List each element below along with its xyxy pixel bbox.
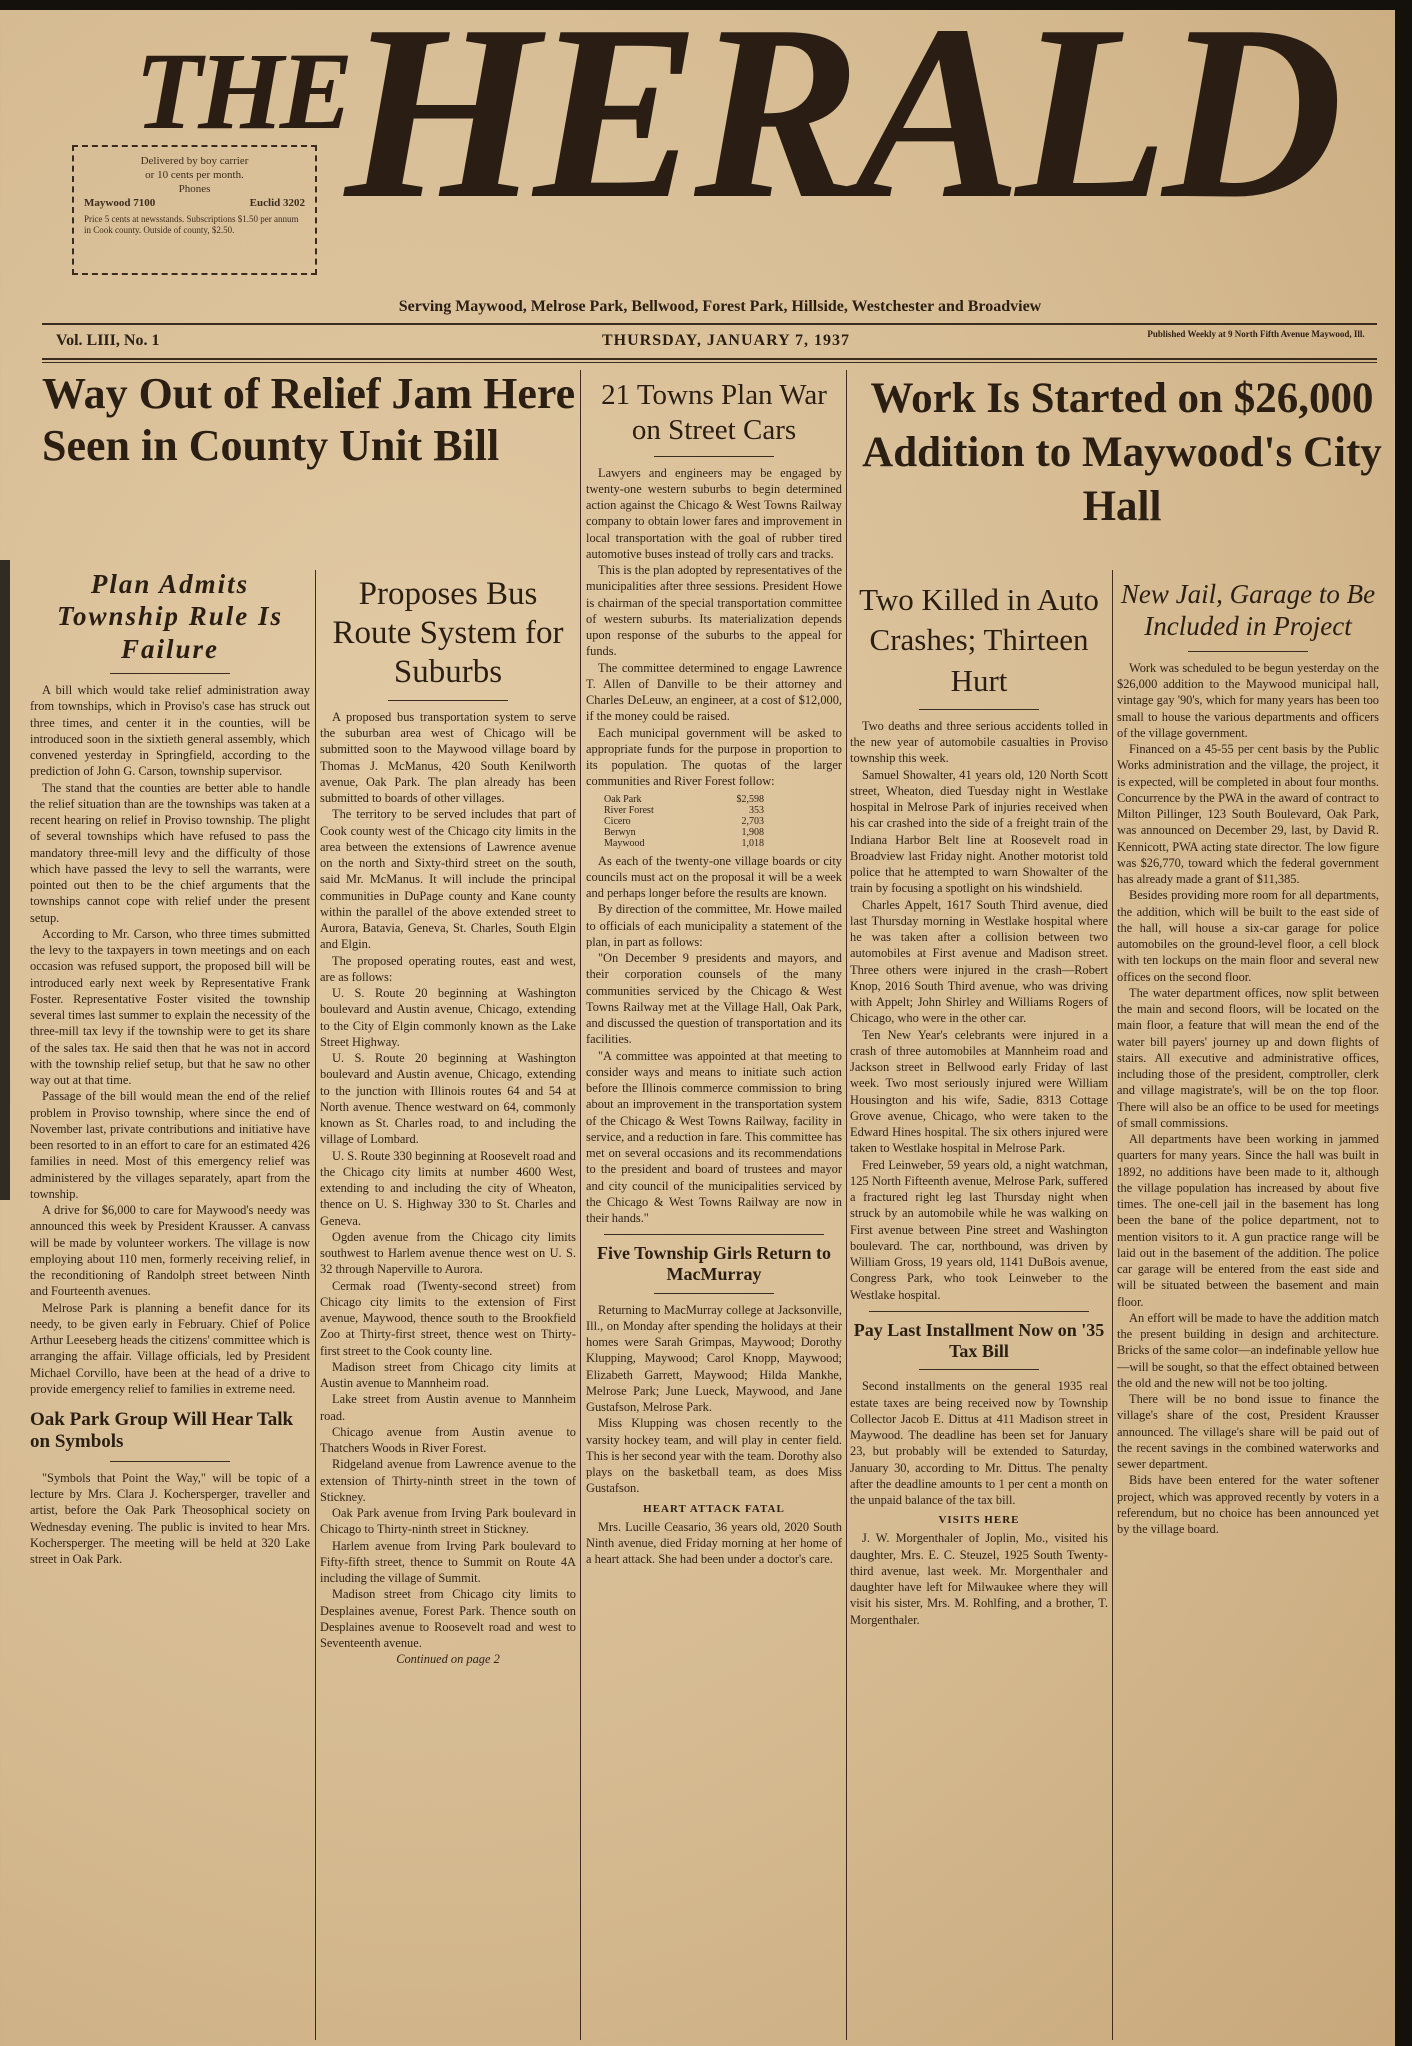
phone-euclid: Euclid 3202 — [249, 197, 305, 210]
paragraph: The territory to be served includes that part of Cook county west of the Chicago city limits in the area between the extensions of Lawrence avenue on the north and Sixty-third street on the south, said Mr. McManus. It will include the principal communities in DuPage county and Kane county within the parallel of the above extended street to Aurora, Batavia, Geneva, St. Charles, South Elgin and Elgin. — [320, 807, 576, 952]
paragraph: A bill which would take relief administration away from townships, which in Proviso's case has struck out three times, and center it in the counties, will be introduced soon in the sixtieth general assembly, which convened yesterday in Springfield, according to the prediction of John G. Carson, township supervisor. — [30, 683, 310, 779]
visits-body — [850, 1530, 1108, 1628]
symbols-headline: Oak Park Group Will Hear Talk on Symbols — [30, 1409, 294, 1453]
column-rule — [1112, 570, 1113, 2040]
girls-body — [586, 1302, 842, 1497]
quota-town: River Forest — [604, 804, 654, 816]
quota-amount: 353 — [749, 804, 764, 816]
girls-headline: Five Township Girls Return to MacMurray — [596, 1243, 832, 1285]
paragraph: Madison street from Chicago city limits to Desplaines avenue, Forest Park. Thence south on Desplaines avenue to Roosevelt road and west to Seventeenth avenue. — [320, 1587, 576, 1651]
nameplate-herald: HERALD — [345, 0, 1337, 251]
volume-number: Vol. LIII, No. 1 — [56, 332, 160, 349]
divider — [110, 1461, 230, 1462]
paragraph: Bids have been entered for the water softener project, which was approved recently by voters in a referendum, but no choice has been announced yet by the village board. — [1117, 1473, 1379, 1537]
paragraph: An effort will be made to have the addition match the present building in design and architecture. Bricks of the same color—an indefinable yellow hue—will be sought, so that the effect obtained between the old and the new will not be too jolting. — [1117, 1310, 1379, 1390]
delivery-info-box — [72, 145, 317, 275]
paragraph: Samuel Showalter, 41 years old, 120 North Scott street, Wheaton, died Tuesday night in Westlake hospital in Melrose Park of injuries received when his car crashed into the side of a freight train of the Indiana Harbor Belt line at Roosevelt road in Broadview last Friday night. Another motorist told police that he attempted to warn Showalter of the train by focusing a spotlight on his windshield. — [850, 767, 1108, 896]
quota-town: Oak Park — [604, 793, 642, 805]
paragraph: A drive for $6,000 to care for Maywood's needy was announced this week by President Krausser. A canvass will be made by volunteer workers. The village is now employing about 110 men, formerly receiving relief, in the reconditioning of Randolph street between Ninth and Fourteenth avenues. — [30, 1203, 310, 1299]
quota-row — [604, 816, 764, 827]
paragraph: Passage of the bill would mean the end of the relief problem in Proviso township, where since the end of November last, private contributions and initiative have been resorted to in an effort to care for an estimated 426 families in need. Most of this emergency relief was administered by the villages separately, apart from the township. — [30, 1089, 310, 1201]
column-rule — [315, 570, 316, 2040]
divider — [604, 1234, 824, 1235]
divider — [110, 673, 230, 674]
paragraph: U. S. Route 330 beginning at Roosevelt road and the Chicago city limits at number 4600 West, extending to and including the city of Wheaton, thence on U. S. Highway 330 to St. Charles and Geneva. — [320, 1148, 576, 1228]
paragraph: "On December 9 presidents and mayors, and their corporation counsels of the many communities serviced by the Chicago & West Towns Railway met at the Village Hall, Oak Park, and discussed the question of transportation and its facilities. — [586, 951, 842, 1047]
paragraph: This is the plan adopted by representatives of the municipalities after three sessions. President Howe is chairman of the special transportation committee of western suburbs. Its materialization depends upon response of the suburbs to the appeal for funds. — [586, 563, 842, 659]
paragraph: "A committee was appointed at that meeting to consider ways and means to initiate such action before the Illinois commerce commission to bring about an improvement in the transportation system of the Chicago & West Towns Railway, facility in service, and a reduction in fare. This committee has met on several occasions and its recommendations to the president and board of trustees and mayor and city council of the municipalities serviced by the Chicago & West Towns Railway are now in their hands." — [586, 1048, 842, 1226]
crashes-story — [850, 580, 1108, 1628]
quota-row — [604, 827, 764, 838]
paragraph: Financed on a 45-55 per cent basis by the Public Works administration and the village, the project, it is expected, will be completed in about four months. Concurrence by the PWA in the award of contract to Milton Pillinger, 123 South Boulevard, Oak Park, was announced on December 29, last, by David R. Kennicott, PWA acting state director. The low figure was $26,770, toward which the federal government has already made a grant of $11,385. — [1117, 742, 1379, 887]
paragraph: Each municipal government will be asked to appropriate funds for the purpose in proportion to its population. The quotas of the larger communities and River Forest follow: — [586, 725, 842, 789]
towns-body — [586, 465, 842, 1227]
masthead-rule-bottom — [42, 358, 1377, 360]
paragraph: By direction of the committee, Mr. Howe mailed to officials of each municipality a statement of the plan, in part as follows: — [586, 902, 842, 949]
paragraph: The stand that the counties are better able to handle the relief situation than are the townships was taken at a recent hearing on relief in Proviso township. The plight of several townships which have refused to pass the mandatory three-mill levy and the difficulty of those which have passed the levy to sell the warrants, were pointed out then to be the chief arguments that the townships cannot cope with relief under the present setup. — [30, 780, 310, 925]
quota-table — [604, 794, 764, 849]
paragraph: "Symbols that Point the Way," will be topic of a lecture by Mrs. Clara J. Kochersperger, traveller and artist, before the Oak Park Theosophical society on Wednesday evening. The public is invited to hear Mrs. Kochersperger. The meeting will be held at 320 Lake street in Oak Park. — [30, 1470, 310, 1567]
continued-note: Continued on page 2 — [396, 1652, 500, 1667]
paragraph: There will be no bond issue to finance the village's share of the cost, President Krausser announced. The village's share will be paid out of the recent savings in the combined waterworks and sewer department. — [1117, 1392, 1379, 1472]
paragraph: Oak Park avenue from Irving Park boulevard in Chicago to Thirty-ninth street in Stickney. — [320, 1506, 576, 1537]
towns-headline: 21 Towns Plan War on Street Cars — [601, 379, 827, 446]
divider — [654, 456, 774, 457]
divider — [869, 1311, 1089, 1312]
paragraph: All departments have been working in jammed quarters for many years. Since the hall was built in 1892, no additions have been made to it, although the village population has increased by about five times. The one-cell jail in the basement has long been the bane of the police department, not to mention visitors to it. A gun practice range will be laid out in the basement of the addition. The police car garage will be entered from the east side and will be situated between the basement and main floor. — [1117, 1132, 1379, 1309]
publication-info: Published Weekly at 9 North Fifth Avenue Maywood, Ill. — [1147, 329, 1365, 339]
paragraph: Ogden avenue from the Chicago city limits southwest to Harlem avenue thence west on U. S. 32 through Naperville to Aurora. — [320, 1229, 576, 1277]
paragraph: Second installments on the general 1935 real estate taxes are being received now by Township Collector Jacob E. Dittus at 411 Madison street in Maywood. The deadline has been set for January 23, but probably will be extended to Saturday, January 30, according to Mr. Dittus. The penalty after the deadline amounts to 1 per cent a month on the unpaid balance of the tax bill. — [850, 1379, 1108, 1508]
jail-body — [1117, 660, 1379, 1538]
paragraph: J. W. Morgenthaler of Joplin, Mo., visited his daughter, Mrs. E. C. Steuzel, 1925 South Twenty-third avenue, last week. Mr. Morgenthaler and daughter have left for Milwaukee where they will visit his sister, Mrs. M. Rohlfing, and a brother, T. Morgenthaler. — [850, 1531, 1108, 1627]
paragraph: Cermak road (Twenty-second street) from Chicago city limits to the extension of First avenue, Maywood, thence south to the Brookfield Zoo at Thirty-first street, thence west on Thirty-first street to the Cook county line. — [320, 1278, 576, 1358]
paragraph: As each of the twenty-one village boards or city councils must act on the proposal it will be a week and perhaps longer before the results are known. — [586, 853, 842, 901]
column-rule — [580, 370, 581, 2040]
jail-story — [1117, 578, 1379, 1537]
paragraph: Besides providing more room for all departments, the addition, which will be built to the east side of the hall, will house a six-car garage for police automobiles on the ground-level floor, a cell block with ten lockups on the main floor and several new offices on the second floor. — [1117, 888, 1379, 984]
paragraph: Charles Appelt, 1617 South Third avenue, died last Thursday morning in Westlake hospital where he was taken after a collision between two automobiles at First avenue and Madison street. Three others were injured in the crash—Robert Knop, 2016 South Third avenue, who was driving with Appelt; John Shirley and Williams Rogers of Chicago, who were in the other car. — [850, 897, 1108, 1026]
quota-amount: 1,908 — [741, 826, 764, 838]
paragraph: The proposed operating routes, east and west, are as follows: — [320, 953, 576, 984]
tax-body — [850, 1378, 1108, 1508]
bus-story — [320, 575, 576, 1668]
divider — [919, 709, 1039, 710]
quota-amount: 1,018 — [741, 837, 764, 849]
paragraph: Miss Klupping was chosen recently to the varsity hockey team, and will play in center field. This is her second year with the team. Dorothy also plays on the basketball team, as does Miss Gustafson. — [586, 1416, 842, 1496]
torn-edge-right — [1395, 0, 1412, 2046]
paragraph: A proposed bus transportation system to serve the suburban area west of Chicago will be submitted soon to the Maywood village board by Thomas J. McManus, 420 South Kenilworth avenue, Oak Park. The plan already has been submitted to boards of other villages. — [320, 709, 576, 806]
jail-headline: New Jail, Garage to Be Included in Project — [1120, 579, 1376, 642]
quota-town: Maywood — [604, 837, 645, 849]
paragraph: The water department offices, now split between the main and second floors, will be located on the main floor, a feature that will mean the end of the water bill payers' journey up and down flights of stairs. All executive and administrative offices, including those of the president, comptroller, clerk and village magistrate's, will be on the top floor. There will also be an office to be used for meetings of small commissions. — [1117, 985, 1379, 1130]
paragraph: Harlem avenue from Irving Park boulevard to Fifty-fifth street, thence to Summit on Route 4A including the village of Summit. — [320, 1538, 576, 1586]
symbols-body — [30, 1470, 310, 1568]
relief-headline: Way Out of Relief Jam Here Seen in County Unit Bill — [42, 369, 576, 470]
serving-line: Serving Maywood, Melrose Park, Bellwood, Forest Park, Hillside, Westchester and Broadview — [398, 298, 1042, 315]
relief-body — [30, 682, 310, 1397]
delivery-phones-label: Phones — [178, 182, 211, 195]
dateline — [56, 330, 1376, 356]
tax-headline: Pay Last Installment Now on '35 Tax Bill — [853, 1319, 1105, 1361]
paragraph: According to Mr. Carson, who three times submitted the levy to the taxpayers in town meetings and on each occasion was refused support, the proposed bill will be introduced early next week by Representative Frank Foster. Representative Foster visited the township several times last summer to explain the necessity of the three-mill tax levy if the township were to get its share of the sales tax. He said then that he was not in accord with the township relief setup, but that he saw no other way out at that time. — [30, 926, 310, 1088]
paragraph: Mrs. Lucille Ceasario, 36 years old, 2020 South Ninth avenue, died Friday morning at her home of a heart attack. She had been under a doctor's care. — [586, 1519, 842, 1567]
towns-story — [586, 378, 842, 1567]
paragraph: Chicago avenue from Austin avenue to Thatchers Woods in River Forest. — [320, 1424, 576, 1456]
masthead-rule-thin — [42, 362, 1377, 363]
quota-amount: 2,703 — [741, 815, 764, 827]
bus-headline: Proposes Bus Route System for Suburbs — [332, 576, 564, 690]
crashes-headline: Two Killed in Auto Crashes; Thirteen Hurt — [859, 582, 1099, 698]
delivery-line-2: or 10 cents per month. — [145, 168, 244, 181]
paragraph: The committee determined to engage Lawrence T. Allen of Danville to be their attorney and Charles DeLeuw, an engineer, at a cost of $12,000, if the money could be raised. — [586, 660, 842, 724]
delivery-pricing: Price 5 cents at newsstands. Subscriptions $1.50 per annum in Cook county. Outside of county, $2.50. — [84, 214, 299, 236]
divider — [388, 700, 508, 701]
delivery-line-1: Delivered by boy carrier — [140, 155, 249, 167]
quota-town: Berwyn — [604, 826, 636, 838]
cityhall-headline-block — [852, 372, 1392, 533]
torn-edge-left — [0, 560, 10, 1200]
column-rule — [846, 370, 847, 2040]
masthead-rule-top — [42, 323, 1377, 325]
nameplate-the: THE — [135, 30, 350, 152]
paragraph: U. S. Route 20 beginning at Washington boulevard and Austin avenue, Chicago, extending to the City of Elgin commonly known as the Lake Street Highway. — [320, 986, 576, 1049]
crashes-body — [850, 718, 1108, 1303]
relief-story-headline-block — [42, 368, 578, 472]
paragraph: Work was scheduled to be begun yesterday on the $26,000 addition to the Maywood municipal hall, vintage gay '90's, which for many years has been too small to house the various departments and officers of the village government. — [1117, 660, 1379, 740]
quota-town: Cicero — [604, 815, 631, 827]
paragraph: Madison street from Chicago city limits at Austin avenue to Mannheim road. — [320, 1359, 576, 1391]
paragraph: Ridgeland avenue from Lawrence avenue to the extension of Thirty-ninth street in the town of Stickney. — [320, 1457, 576, 1504]
heart-headline: HEART ATTACK FATAL — [643, 1502, 785, 1515]
quota-amount: $2,598 — [736, 793, 764, 805]
paragraph: U. S. Route 20 beginning at Washington boulevard and Austin avenue, Chicago, extending to the junction with Illinois routes 64 and 54 at North avenue. Thence westward on 64, commonly known as St. Charles road, to and including the village of Lombard. — [320, 1051, 576, 1147]
quota-row — [604, 805, 764, 816]
relief-story — [30, 568, 310, 1567]
paragraph: Fred Leinweber, 59 years old, a night watchman, 125 North Fifteenth avenue, Melrose Park, suffered a fractured right leg last Thursday night when struck by an automobile while he was walking on First avenue between Pine street and Washington boulevard. The car, northbound, was driven by William Gross, 19 years old, 1141 DuBois avenue, Congress Park, who took Leinweber to the Westlake hospital. — [850, 1157, 1108, 1302]
phone-maywood: Maywood 7100 — [84, 197, 156, 210]
bus-body — [320, 709, 576, 1668]
heart-body — [586, 1519, 842, 1568]
issue-date: THURSDAY, JANUARY 7, 1937 — [602, 332, 851, 349]
visits-headline: VISITS HERE — [938, 1514, 1020, 1527]
paragraph: Returning to MacMurray college at Jacksonville, Ill., on Monday after spending the holidays at their homes were Sarah Grimpas, Maywood; Dorothy Klupping, Maywood; Carol Knopp, Maywood; Elizabeth Garrett, Maywood; Hilda Mankhe, Melrose Park; June Lueck, Maywood, and Jane Gustafson, Melrose Park. — [586, 1302, 842, 1415]
paragraph: Lake street from Austin avenue to Mannheim road. — [320, 1392, 576, 1423]
quota-row — [604, 794, 764, 805]
quota-row — [604, 838, 764, 849]
cityhall-headline: Work Is Started on $26,000 Addition to Maywood's City Hall — [862, 375, 1382, 530]
paragraph: Lawyers and engineers may be engaged by twenty-one western suburbs to begin determined action against the Chicago & West Towns Railway company to obtain lower fares and improvement in local transportation with the goal of rubber tired automotive buses instead of trolly cars and tracks. — [586, 465, 842, 561]
divider — [919, 1369, 1039, 1370]
divider — [654, 1293, 774, 1294]
relief-subhead: Plan Admits Township Rule Is Failure — [56, 569, 284, 664]
paragraph: Ten New Year's celebrants were injured in a crash of three automobiles at Mannheim road and Jackson street in Bellwood early Friday of last week. Two most seriously injured were William Housington and his wife, Sadie, 8313 Cottage Grove avenue, Chicago, who were taken to the Edward Hines hospital. The six others injured were taken to Westlake hospital in Melrose Park. — [850, 1027, 1108, 1156]
paragraph: Two deaths and three serious accidents tolled in the new year of automobile casualties in Proviso township this week. — [850, 718, 1108, 766]
divider — [1188, 651, 1308, 652]
paragraph: Melrose Park is planning a benefit dance for its needy, to be given early in February. Chief of Police Arthur Leeseberg heads the citizens' committee which is arranging the affair. Village officials, led by President Michael Corvillo, have been at the head of a drive to provide emergency relief to families in extreme need. — [30, 1300, 310, 1396]
